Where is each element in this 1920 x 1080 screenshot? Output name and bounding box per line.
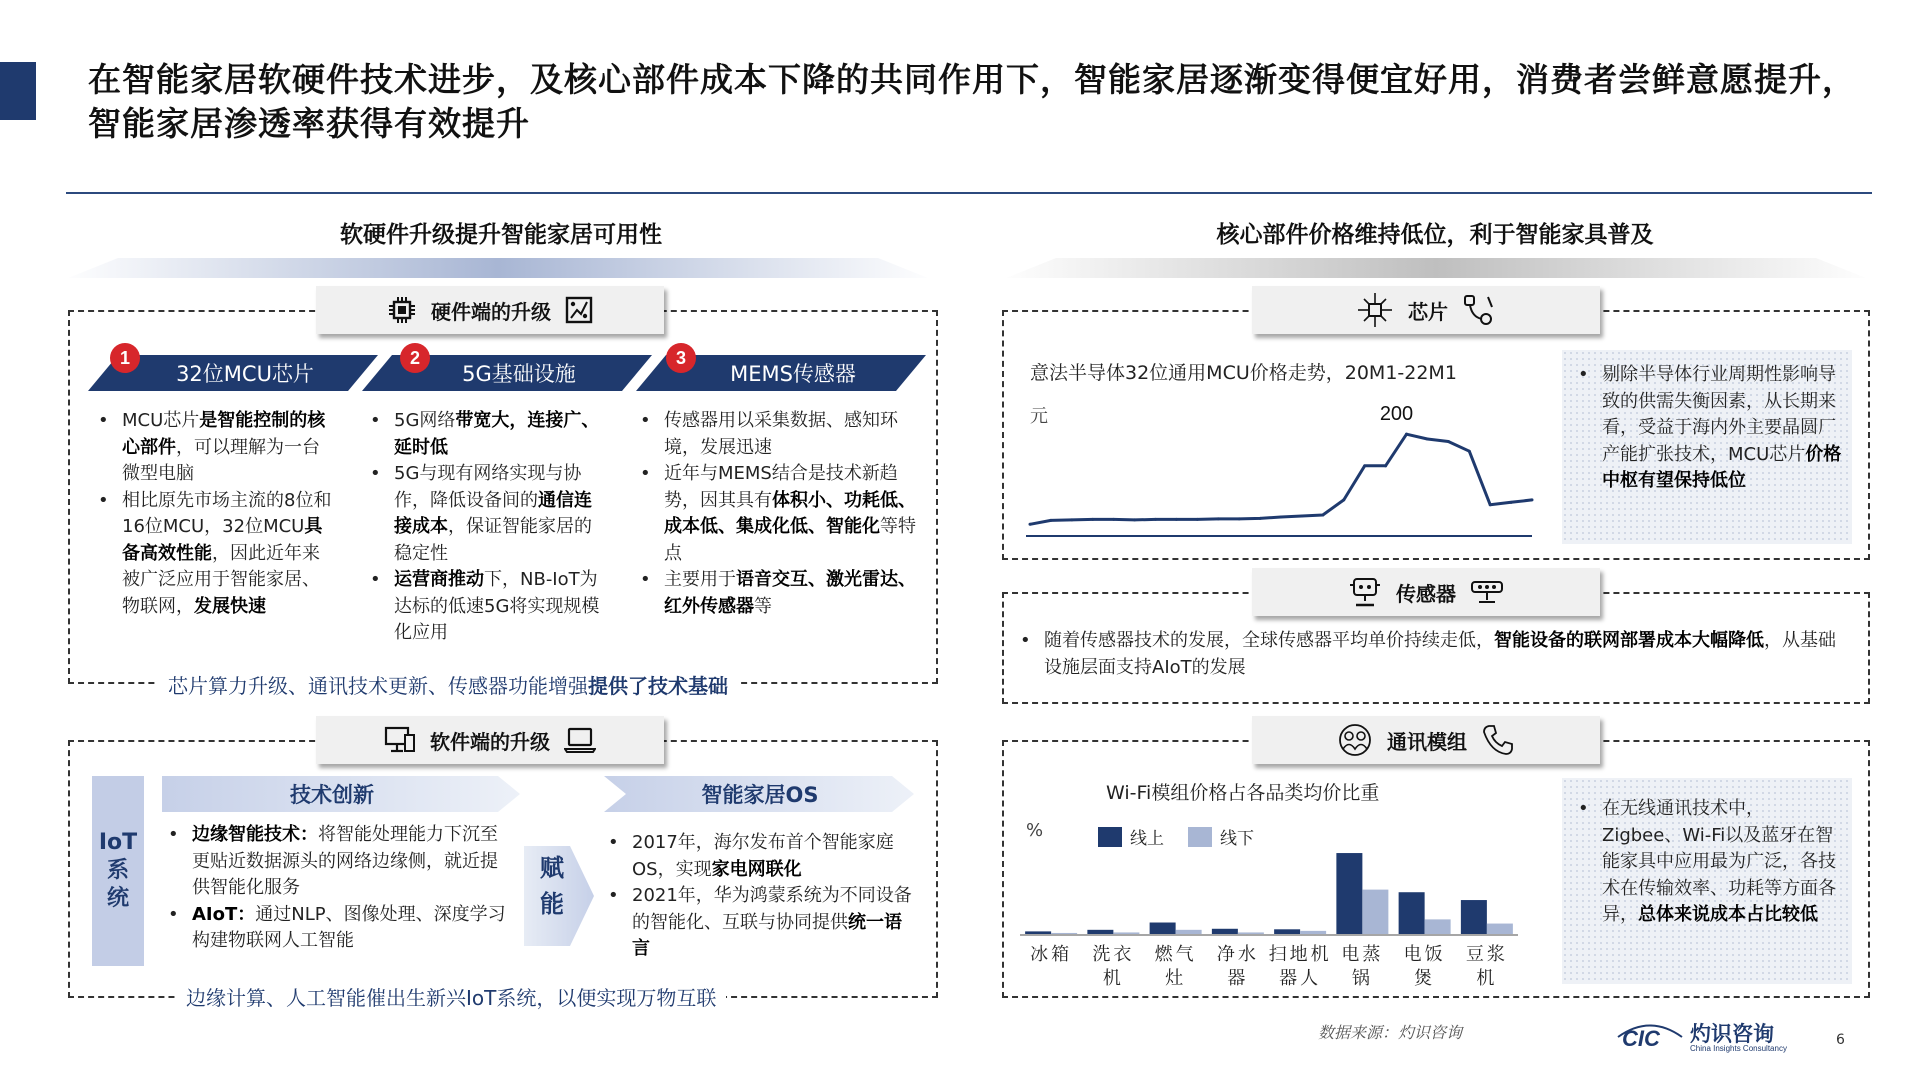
wifi-chart-ylabel: % [1026,820,1044,841]
chip-cpu-icon [1356,291,1394,329]
bullet-item: • MCU芯片是智能控制的核心部件，可以理解为一台微型电脑 [94,408,332,488]
left-title-underline [58,258,938,278]
smart-home-os-bullets [604,830,914,963]
mcu-point [1405,433,1408,436]
bar-category-label: 煲 [1414,968,1436,988]
mcu-point [1342,498,1345,501]
bar-category-label: 冰箱 [1030,944,1073,965]
mcu-chart-ylabel: 元 [1030,406,1048,427]
chip-icon [387,295,417,325]
comm-module-tab-label: 通讯模组 [1387,729,1467,754]
sensor-tab-label: 传感器 [1396,581,1456,606]
bar-online [1025,931,1051,934]
left-section-title: 软硬件升级提升智能家居可用性 [340,222,662,248]
page-headline: 在智能家居软硬件技术进步，及核心部件成本下降的共同作用下，智能家居逐渐变得便宜好用，消费者尝鲜意愿提升，智能家居渗透率获得有效提升 [88,60,1856,143]
desktop-icon [384,726,416,754]
mcu-point [1154,518,1157,521]
hardware-summary-plain: 芯片算力升级、通讯技术更新、传感器功能增强 [168,674,588,698]
bar-online [1212,929,1238,934]
mcu-point [1363,464,1366,467]
hw-col2-title: 5G基础设施 [462,362,576,386]
bullet-item: • 2017年，海尔发布首个智能家庭OS，实现家电网联化 [604,830,914,883]
bar-online [1461,900,1487,934]
chip-tab [1252,286,1600,334]
wifi-chart-title: Wi-Fi模组价格占各品类均价比重 [1106,782,1380,804]
mcu-point [1259,517,1262,520]
mcu-point [1468,450,1471,453]
empower-char-1: 赋 [540,854,564,882]
bar-online [1274,929,1300,934]
hw-col1-bullets [94,408,332,620]
network-icon [1337,722,1373,758]
header-accent-bar [0,62,36,120]
bar-category-label: 锅 [1351,968,1373,988]
phone-icon [1481,723,1515,757]
bullet-item: • 主要用于语音交互、激光雷达、红外传感器等 [636,567,926,620]
bar-category-label: 灶 [1165,968,1187,988]
bar-category-label: 电蒸 [1341,944,1384,965]
tech-innovation-title: 技术创新 [290,783,374,807]
bar-category-label: 机 [1476,968,1498,988]
mcu-point [1175,518,1178,521]
chip-tab-label: 芯片 [1408,299,1448,324]
chip-note [1574,362,1844,495]
mcu-point [1029,523,1032,526]
right-section-title: 核心部件价格维持低位，利于智能家具普及 [1216,222,1654,248]
hardware-summary-bold: 提供了技术基础 [588,674,728,698]
bullet-item: • 5G网络带宽大，连接广、延时低 [366,408,604,461]
mcu-point [1133,518,1136,521]
comm-module-tab [1252,716,1600,764]
sensor-tab [1252,568,1600,616]
mcu-point [1217,517,1220,520]
badge-3: 3 [666,343,696,373]
software-summary: 边缘计算、人工智能催出生新兴IoT系统，以便实现万物互联 [176,982,726,1011]
hardware-tab [316,286,664,334]
mcu-price-chart [1022,400,1544,550]
bar-online [1399,892,1425,934]
bar-category-label: 器 [1227,968,1249,988]
logo-en: China Insights Consultancy [1690,1044,1787,1053]
mcu-peak-label: 200 [1379,403,1414,426]
mcu-chart-title: 意法半导体32位通用MCU价格走势，20M1-22M1 [1030,362,1457,384]
mcu-point [1426,438,1429,441]
mcu-point [1049,519,1052,522]
bar-category-label: 净水 [1216,944,1259,965]
bar-offline [1487,924,1513,934]
wifi-price-chart [1014,806,1524,988]
badge-1: 1 [110,343,140,373]
mcu-point [1238,517,1241,520]
legend-label-offline: 线下 [1220,829,1254,849]
logo-cn: 灼识咨询 [1690,1023,1774,1046]
hw-col1-title: 32位MCU芯片 [176,362,314,386]
bar-offline [1113,932,1139,934]
logo-latin: CIC [1622,1026,1660,1051]
software-tab-label: 软件端的升级 [430,729,550,754]
header-divider [66,192,1872,194]
bullet-item: • 边缘智能技术：将智能处理能力下沉至更贴近数据源头的网络边缘侧，就近提供智能化服务 [164,822,514,902]
bullet-item: • 随着传感器技术的发展，全球传感器平均单价持续走低，智能设备的联网部署成本大幅降低，从基础设施层面支持AIoT的发展 [1016,628,1846,681]
smart-home-os-title: 智能家居OS [701,783,819,807]
mcu-point [1112,518,1115,521]
bar-online [1336,853,1362,934]
iot-system-label [92,776,144,966]
bar-online [1150,923,1176,934]
mcu-point [1384,464,1387,467]
bar-offline [1300,931,1326,934]
iot-char-1: IoT [98,830,138,855]
robot-icon [1348,575,1382,609]
bar-offline [1238,932,1264,934]
bar-offline [1051,933,1077,934]
circuit-board-icon [565,296,593,324]
badge-2: 2 [400,343,430,373]
right-title-underline [996,258,1876,278]
connector-icon [1462,293,1496,327]
bar-offline [1362,890,1388,934]
bullet-item: • 5G与现有网络实现与协作，降低设备间的通信连接成本，保证智能家居的稳定性 [366,461,604,567]
data-source: 数据来源：灼识咨询 [1318,1023,1463,1042]
bullet-item: • AIoT：通过NLP、图像处理、深度学习构建物联网人工智能 [164,902,514,955]
bar-category-label: 器人 [1279,968,1322,988]
sensor-text [1016,628,1846,681]
bar-category-label: 电饭 [1403,944,1446,965]
mcu-point [1321,514,1324,517]
bar-category-label: 洗衣 [1092,944,1135,965]
empower-char-2: 能 [540,890,564,918]
empower-label [530,850,574,922]
mcu-point [1447,440,1450,443]
mcu-point [1070,518,1073,521]
software-tab [316,716,664,764]
mcu-point [1280,515,1283,518]
bullet-item: • 2021年，华为鸿蒙系统为不同设备的智能化、互联与协同提供统一语言 [604,883,914,963]
bar-category-label: 机 [1102,968,1124,988]
hw-col3-title: MEMS传感器 [730,362,856,386]
mcu-point [1300,514,1303,517]
bar-category-label: 豆浆 [1465,944,1508,965]
comm-note [1574,796,1844,929]
bar-offline [1176,930,1202,934]
hardware-summary [158,670,738,699]
bullet-item: • 剔除半导体行业周期性影响导致的供需失衡因素，从长期来看，受益于海内外主要晶圆厂产能扩张技术，MCU芯片价格中枢有望保持低位 [1574,362,1844,495]
tech-innovation-bullets [164,822,514,955]
iot-char-3: 统 [106,886,129,911]
hw-col2-bullets [366,408,604,647]
bar-online [1087,930,1113,934]
page-number: 6 [1836,1032,1845,1048]
hw-col3-bullets [636,408,926,620]
bullet-item: • 在无线通讯技术中，Zigbee、Wi-Fi以及蓝牙在智能家具中应用最为广泛，各技术在传输效率、功耗等方面各异，总体来说成本占比较低 [1574,796,1844,929]
mcu-point [1489,503,1492,506]
iot-char-2: 系 [106,858,129,883]
sensor-device-icon [1470,578,1504,606]
mcu-point [1510,501,1513,504]
bullet-item: • 运营商推动下，NB-IoT为达标的低速5G将实现规模化应用 [366,567,604,647]
bullet-item: • 相比原先市场主流的8位和16位MCU，32位MCU具备高效性能，因此近年来被广泛应用于智能家居、物联网，发展快速 [94,488,332,621]
bullet-item: • 传感器用以采集数据、感知环境，发展迅速 [636,408,926,461]
mcu-price-line [1030,434,1532,524]
mcu-point [1091,518,1094,521]
legend-label-online: 线上 [1130,829,1164,849]
mcu-point [1196,518,1199,521]
bar-offline [1425,919,1451,934]
bullet-item: • 近年与MEMS结合是技术新趋势，因其具有体积小、功耗低、成本低、集成化低、智能化等特点 [636,461,926,567]
mcu-point [1531,498,1534,501]
laptop-icon [564,727,596,753]
bar-category-label: 扫地机 [1268,944,1332,965]
hardware-tab-label: 硬件端的升级 [431,299,551,324]
bar-category-label: 燃气 [1154,944,1197,965]
